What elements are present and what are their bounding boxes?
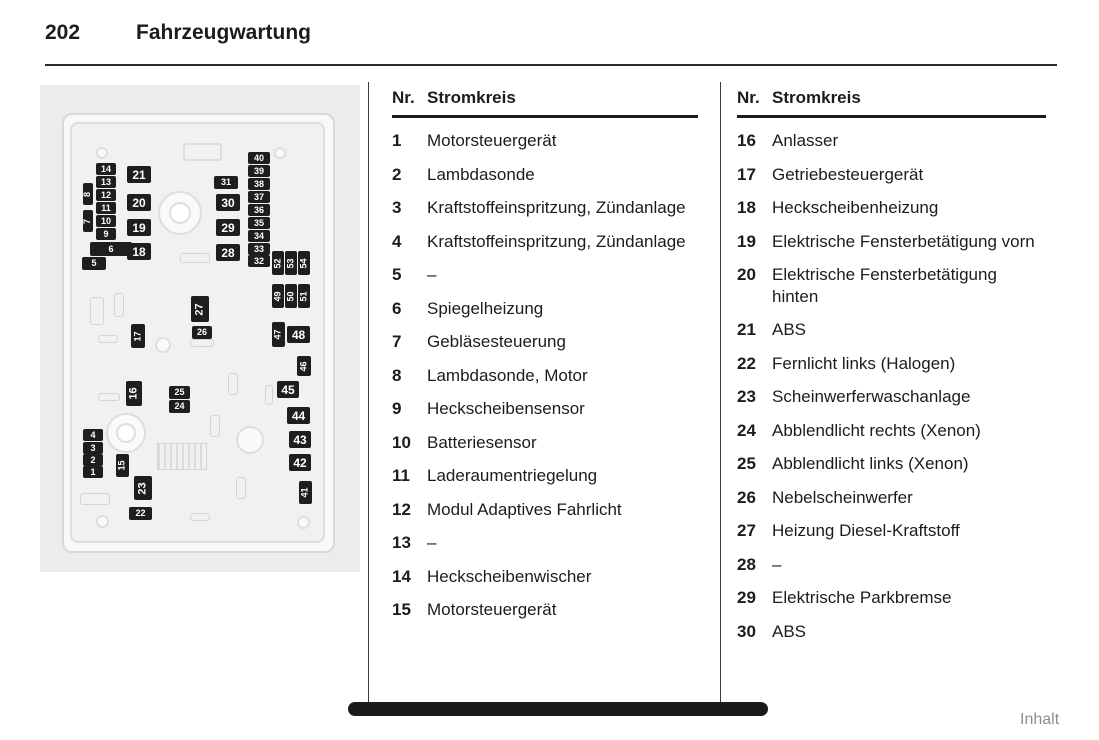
fuse-number: 24 bbox=[737, 420, 756, 440]
fuse-chip-36: 36 bbox=[248, 204, 270, 216]
fuse-chip-31: 31 bbox=[214, 176, 238, 189]
fuse-circuit: Laderaumentriegelung bbox=[427, 466, 598, 485]
fuse-chip-9: 9 bbox=[96, 228, 116, 240]
column-divider-right bbox=[720, 82, 721, 702]
fuse-circuit: Heckscheibenheizung bbox=[772, 198, 939, 217]
fuse-circuit: Heckscheibensensor bbox=[427, 399, 585, 418]
fuse-table-2 bbox=[737, 88, 1046, 642]
fusebox-slot bbox=[180, 253, 210, 263]
fusebox-slot bbox=[228, 373, 238, 395]
fuse-number: 18 bbox=[737, 198, 756, 217]
fuse-row-12 bbox=[392, 499, 698, 521]
fuse-number: 3 bbox=[392, 198, 402, 217]
fuse-chip-8: 8 bbox=[83, 183, 93, 205]
fuse-circuit: Fernlicht links (Halogen) bbox=[772, 353, 956, 373]
fuse-chip-51: 51 bbox=[298, 284, 310, 308]
fuse-number: 7 bbox=[392, 332, 402, 351]
fuse-number: 2 bbox=[392, 164, 402, 184]
fusebox-slot bbox=[98, 335, 118, 343]
fuse-chip-54: 54 bbox=[298, 251, 310, 275]
fuse-chip-23: 23 bbox=[134, 476, 152, 500]
fusebox-hole bbox=[96, 515, 109, 528]
fuse-number: 23 bbox=[737, 387, 756, 406]
fuse-chip-39: 39 bbox=[248, 165, 270, 177]
fuse-row-29 bbox=[737, 587, 1046, 609]
fuse-row-3 bbox=[392, 197, 698, 219]
fuse-chip-7: 7 bbox=[83, 210, 93, 232]
fuse-chip-17: 17 bbox=[131, 324, 145, 348]
fuse-circuit: Elektrische Fensterbetätigung vorn bbox=[772, 231, 1035, 251]
fuse-circuit: Getriebesteuergerät bbox=[772, 164, 924, 184]
fuse-row-16 bbox=[737, 130, 1046, 152]
fuse-chip-12: 12 bbox=[96, 189, 116, 201]
fuse-chip-38: 38 bbox=[248, 178, 270, 190]
fusebox-connector-outline bbox=[183, 143, 222, 161]
fuse-circuit: Modul Adaptives Fahrlicht bbox=[427, 499, 622, 519]
fuse-row-10 bbox=[392, 432, 698, 454]
fuse-circuit: Heckscheibenwischer bbox=[427, 566, 592, 586]
fuse-number: 8 bbox=[392, 365, 402, 385]
fuse-chip-13: 13 bbox=[96, 176, 116, 188]
fuse-row-25 bbox=[737, 453, 1046, 475]
fuse-circuit: – bbox=[427, 265, 437, 284]
fuse-circuit: Spiegelheizung bbox=[427, 298, 544, 318]
fuse-chip-3: 3 bbox=[83, 442, 103, 454]
fuse-number: 9 bbox=[392, 399, 402, 418]
fuse-chip-50: 50 bbox=[285, 284, 297, 308]
fuse-chip-20: 20 bbox=[127, 194, 151, 211]
fuse-number: 12 bbox=[392, 499, 411, 519]
column-divider-left bbox=[368, 82, 369, 702]
fusebox-slot bbox=[236, 477, 246, 499]
table-header bbox=[392, 88, 698, 118]
fuse-row-5 bbox=[392, 264, 698, 286]
header-circuit: Stromkreis bbox=[427, 88, 516, 107]
fusebox-hole bbox=[96, 147, 108, 159]
fuse-chip-52: 52 bbox=[272, 251, 284, 275]
table-body bbox=[737, 130, 1046, 642]
fusebox-diagram bbox=[40, 85, 360, 572]
fuse-row-26 bbox=[737, 487, 1046, 509]
header-nr: Nr. bbox=[737, 88, 760, 107]
fuse-row-14 bbox=[392, 566, 698, 588]
fuse-chip-47: 47 bbox=[272, 322, 285, 347]
fuse-number: 1 bbox=[392, 131, 402, 150]
table-header bbox=[737, 88, 1046, 118]
fuse-circuit: Nebelscheinwerfer bbox=[772, 487, 913, 507]
fuse-circuit: – bbox=[427, 533, 437, 552]
fuse-chip-45: 45 bbox=[277, 381, 299, 398]
fuse-circuit: ABS bbox=[772, 320, 807, 339]
fuse-row-6 bbox=[392, 298, 698, 320]
fuse-chip-33: 33 bbox=[248, 243, 270, 255]
fuse-number: 17 bbox=[737, 164, 756, 184]
fusebox-bolt-hole bbox=[116, 423, 136, 443]
fuse-row-19 bbox=[737, 231, 1046, 253]
fuse-chip-11: 11 bbox=[96, 202, 116, 214]
fuse-row-2 bbox=[392, 164, 698, 186]
fuse-row-7 bbox=[392, 331, 698, 353]
fuse-circuit: Scheinwerferwaschanlage bbox=[772, 387, 971, 406]
fuse-circuit: Motorsteuergerät bbox=[427, 131, 557, 150]
fuse-circuit: Lambdasonde bbox=[427, 164, 535, 184]
page-title: Fahrzeugwartung bbox=[136, 21, 312, 44]
fuse-row-1 bbox=[392, 130, 698, 152]
page-number: 202 bbox=[45, 21, 81, 44]
fuse-number: 13 bbox=[392, 533, 411, 552]
fuse-number: 27 bbox=[737, 521, 756, 540]
fuse-number: 22 bbox=[737, 353, 756, 373]
inhalt-link[interactable]: Inhalt bbox=[1020, 711, 1060, 728]
fuse-circuit: Kraftstoffeinspritzung, Zündanlage bbox=[427, 231, 686, 251]
fuse-row-27 bbox=[737, 520, 1046, 542]
fuse-number: 20 bbox=[737, 265, 756, 284]
fuse-circuit: Abblendlicht rechts (Xenon) bbox=[772, 420, 981, 440]
fuse-circuit: Anlasser bbox=[772, 131, 839, 150]
fuse-chip-53: 53 bbox=[285, 251, 297, 275]
fuse-chip-40: 40 bbox=[248, 152, 270, 164]
fuse-row-11 bbox=[392, 465, 698, 487]
fuse-chip-48: 48 bbox=[287, 326, 310, 343]
fuse-chip-32: 32 bbox=[248, 255, 270, 267]
fuse-chip-37: 37 bbox=[248, 191, 270, 203]
fuse-circuit: Motorsteuergerät bbox=[427, 600, 557, 619]
fuse-table-1 bbox=[392, 88, 698, 621]
fuse-chip-24: 24 bbox=[169, 400, 190, 413]
fuse-number: 4 bbox=[392, 231, 402, 251]
fuse-row-20 bbox=[737, 264, 1046, 307]
fuse-row-15 bbox=[392, 599, 698, 621]
table-body bbox=[392, 130, 698, 621]
fusebox-slot bbox=[190, 339, 214, 347]
fuse-row-17 bbox=[737, 164, 1046, 186]
fuse-chip-19: 19 bbox=[127, 219, 151, 236]
fuse-row-24 bbox=[737, 420, 1046, 442]
fuse-number: 21 bbox=[737, 320, 756, 339]
fuse-row-9 bbox=[392, 398, 698, 420]
fuse-chip-16: 16 bbox=[126, 381, 142, 406]
fuse-chip-29: 29 bbox=[216, 219, 240, 236]
fuse-chip-18: 18 bbox=[127, 243, 151, 260]
fusebox-bolt-hole bbox=[236, 426, 264, 454]
fuse-chip-34: 34 bbox=[248, 230, 270, 242]
fuse-circuit: Elektrische Fensterbetätigung hinten bbox=[772, 265, 997, 306]
fuse-circuit: ABS bbox=[772, 621, 807, 641]
fusebox-hole bbox=[155, 337, 171, 353]
fuse-row-30 bbox=[737, 621, 1046, 643]
fuse-row-28 bbox=[737, 554, 1046, 576]
fuse-chip-46: 46 bbox=[297, 356, 311, 376]
fuse-chip-1: 1 bbox=[83, 466, 103, 478]
fusebox-hole bbox=[297, 516, 310, 529]
fuse-chip-41: 41 bbox=[299, 481, 312, 504]
fusebox-slot bbox=[114, 293, 124, 317]
fuse-chip-5: 5 bbox=[82, 257, 106, 270]
fuse-row-22 bbox=[737, 353, 1046, 375]
fuse-row-4 bbox=[392, 231, 698, 253]
fuse-circuit: – bbox=[772, 554, 782, 574]
fuse-row-13 bbox=[392, 532, 698, 554]
fuse-circuit: Batteriesensor bbox=[427, 432, 537, 452]
fuse-circuit: Lambdasonde, Motor bbox=[427, 365, 588, 385]
fuse-number: 15 bbox=[392, 600, 411, 619]
fuse-circuit: Heizung Diesel-Kraftstoff bbox=[772, 521, 960, 540]
fuse-chip-43: 43 bbox=[289, 431, 311, 448]
fuse-chip-30: 30 bbox=[216, 194, 240, 211]
fusebox-slot bbox=[98, 393, 120, 401]
fusebox-slot bbox=[80, 493, 110, 505]
fuse-chip-10: 10 bbox=[96, 215, 116, 227]
fuse-row-23 bbox=[737, 386, 1046, 408]
fuse-chip-21: 21 bbox=[127, 166, 151, 183]
fuse-number: 25 bbox=[737, 454, 756, 473]
fuse-number: 5 bbox=[392, 265, 402, 284]
fuse-chip-6: 6 bbox=[90, 242, 132, 256]
fuse-row-21 bbox=[737, 319, 1046, 341]
fuse-chip-42: 42 bbox=[289, 454, 311, 471]
fusebox-hole bbox=[274, 147, 286, 159]
fusebox-slot bbox=[90, 297, 104, 325]
fuse-circuit: Kraftstoffeinspritzung, Zündanlage bbox=[427, 198, 686, 217]
fuse-chip-26: 26 bbox=[192, 326, 212, 339]
fuse-number: 11 bbox=[392, 466, 410, 485]
fusebox-relay-grid bbox=[157, 443, 207, 470]
fusebox-bolt-hole bbox=[169, 202, 191, 224]
fuse-chip-4: 4 bbox=[83, 429, 103, 441]
fuse-number: 29 bbox=[737, 588, 756, 607]
fuse-chip-44: 44 bbox=[287, 407, 310, 424]
fuse-number: 6 bbox=[392, 298, 402, 318]
fuse-chip-28: 28 bbox=[216, 244, 240, 261]
fuse-row-18 bbox=[737, 197, 1046, 219]
fuse-chip-35: 35 bbox=[248, 217, 270, 229]
fuse-row-8 bbox=[392, 365, 698, 387]
fuse-number: 26 bbox=[737, 487, 756, 507]
header-nr: Nr. bbox=[392, 88, 415, 107]
fusebox-slot bbox=[190, 513, 210, 521]
fuse-chip-22: 22 bbox=[129, 507, 152, 520]
fuse-circuit: Elektrische Parkbremse bbox=[772, 588, 952, 607]
fuse-number: 14 bbox=[392, 566, 411, 586]
fuse-chip-15: 15 bbox=[116, 454, 129, 477]
fusebox-slot bbox=[265, 385, 273, 405]
header-circuit: Stromkreis bbox=[772, 88, 861, 107]
fuse-chip-25: 25 bbox=[169, 386, 190, 399]
bottom-scrollbar[interactable] bbox=[348, 702, 768, 716]
fuse-chip-14: 14 bbox=[96, 163, 116, 175]
header-rule bbox=[45, 64, 1057, 66]
fusebox-slot bbox=[210, 415, 220, 437]
fuse-chip-27: 27 bbox=[191, 296, 209, 322]
fuse-number: 10 bbox=[392, 432, 411, 452]
fuse-circuit: Gebläsesteuerung bbox=[427, 332, 566, 351]
fuse-number: 28 bbox=[737, 554, 756, 574]
fuse-chip-2: 2 bbox=[83, 454, 103, 466]
fuse-number: 19 bbox=[737, 231, 756, 251]
fuse-number: 30 bbox=[737, 621, 756, 641]
fuse-circuit: Abblendlicht links (Xenon) bbox=[772, 454, 969, 473]
fuse-chip-49: 49 bbox=[272, 284, 284, 308]
fuse-number: 16 bbox=[737, 131, 756, 150]
